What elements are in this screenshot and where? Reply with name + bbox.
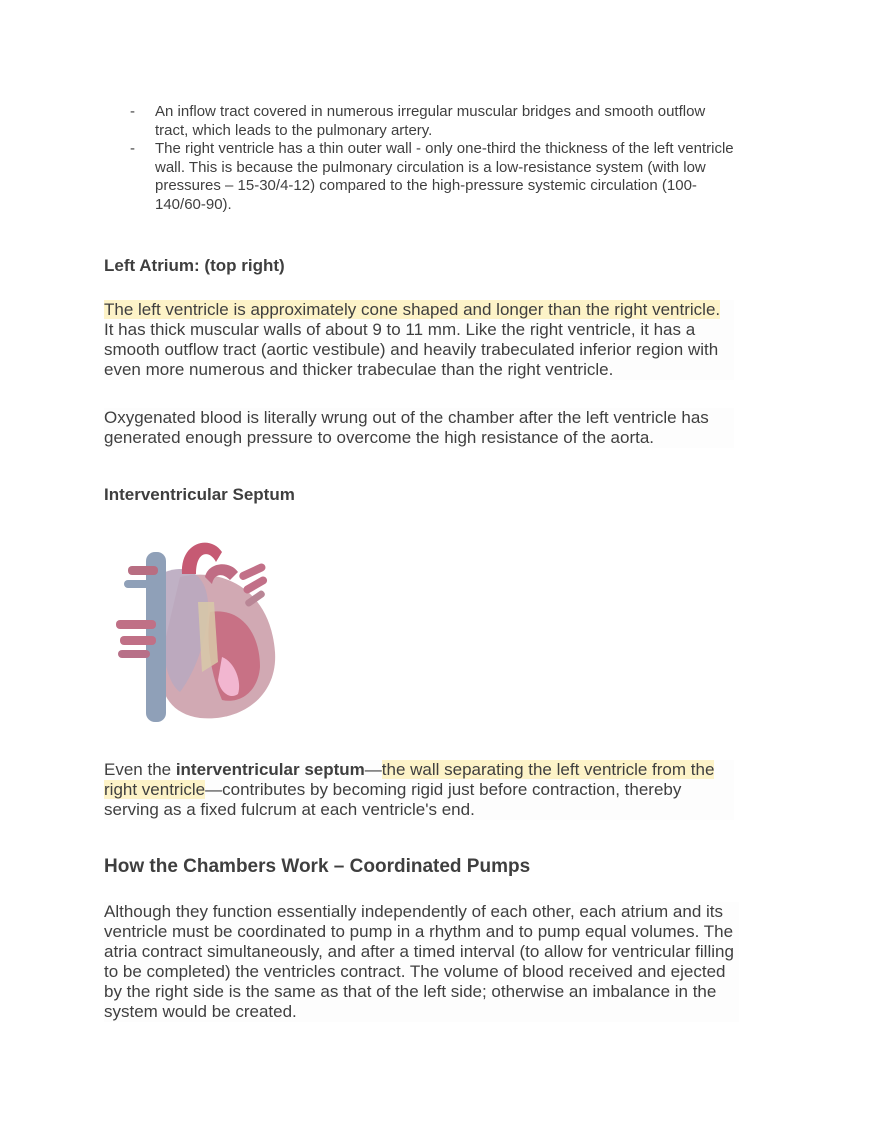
list-item bbox=[130, 140, 740, 214]
paragraph-text: —contributes by becoming rigid just before contraction, thereby serving as a fixed fulcrum at each ventricle's end. bbox=[104, 780, 682, 819]
bullet-text: An inflow tract covered in numerous irregular muscular bridges and smooth outflow tract, which leads to the pulmonary artery. bbox=[155, 103, 706, 139]
heading-left-atrium: Left Atrium: (top right) bbox=[104, 256, 285, 275]
bullet-dash: - bbox=[130, 140, 135, 157]
em-dash: — bbox=[364, 760, 382, 779]
paragraph-text: It has thick muscular walls of about 9 to 11 mm. Like the right ventricle, it has a smooth outflow tract (aortic vestibule) and heavily trabeculated inferior region with even more numerous and thicker trabeculae than the right ventricle. bbox=[104, 320, 719, 379]
paragraph-oxygenated-blood: Oxygenated blood is literally wrung out of the chamber after the left ventricle has generated enough pressure to overcome the high resistance of the aorta. bbox=[104, 408, 734, 448]
bold-term: interventricular septum bbox=[175, 760, 365, 779]
highlighted-text: the wall separating the left ventricle from the right ventricle bbox=[104, 760, 715, 799]
list-item bbox=[130, 103, 740, 140]
paragraph-chambers: Although they function essentially independently of each other, each atrium and its ventricle must be coordinated to pump in a rhythm and to pump equal volumes. The atria contract simultaneously, and after a timed interval (to allow for ventricular filling to be completed) the ventricles contract. The volume of blood received and ejected by the right side is the same as that of the left side; otherwise an imbalance in the system would be created. bbox=[104, 902, 739, 1022]
paragraph-text: Even the bbox=[104, 760, 176, 779]
bullet-dash: - bbox=[130, 103, 135, 120]
heart-illustration bbox=[110, 532, 280, 724]
highlighted-text: The left ventricle is approximately cone shaped and longer than the right ventricle. bbox=[104, 300, 721, 319]
heading-interventricular-septum: Interventricular Septum bbox=[104, 485, 295, 504]
bullet-text: The right ventricle has a thin outer wall - only one-third the thickness of the left ventricle wall. This is because the pulmonary circulation is a low-resistance system (with low pressures – 15-30/4-12) compared to the high-pressure systemic circulation (100-140/60-90). bbox=[155, 140, 734, 213]
paragraph-septum bbox=[104, 760, 734, 820]
heading-chambers: How the Chambers Work – Coordinated Pumps bbox=[104, 856, 531, 877]
bullet-list bbox=[130, 103, 740, 214]
paragraph-left-ventricle bbox=[104, 300, 734, 380]
